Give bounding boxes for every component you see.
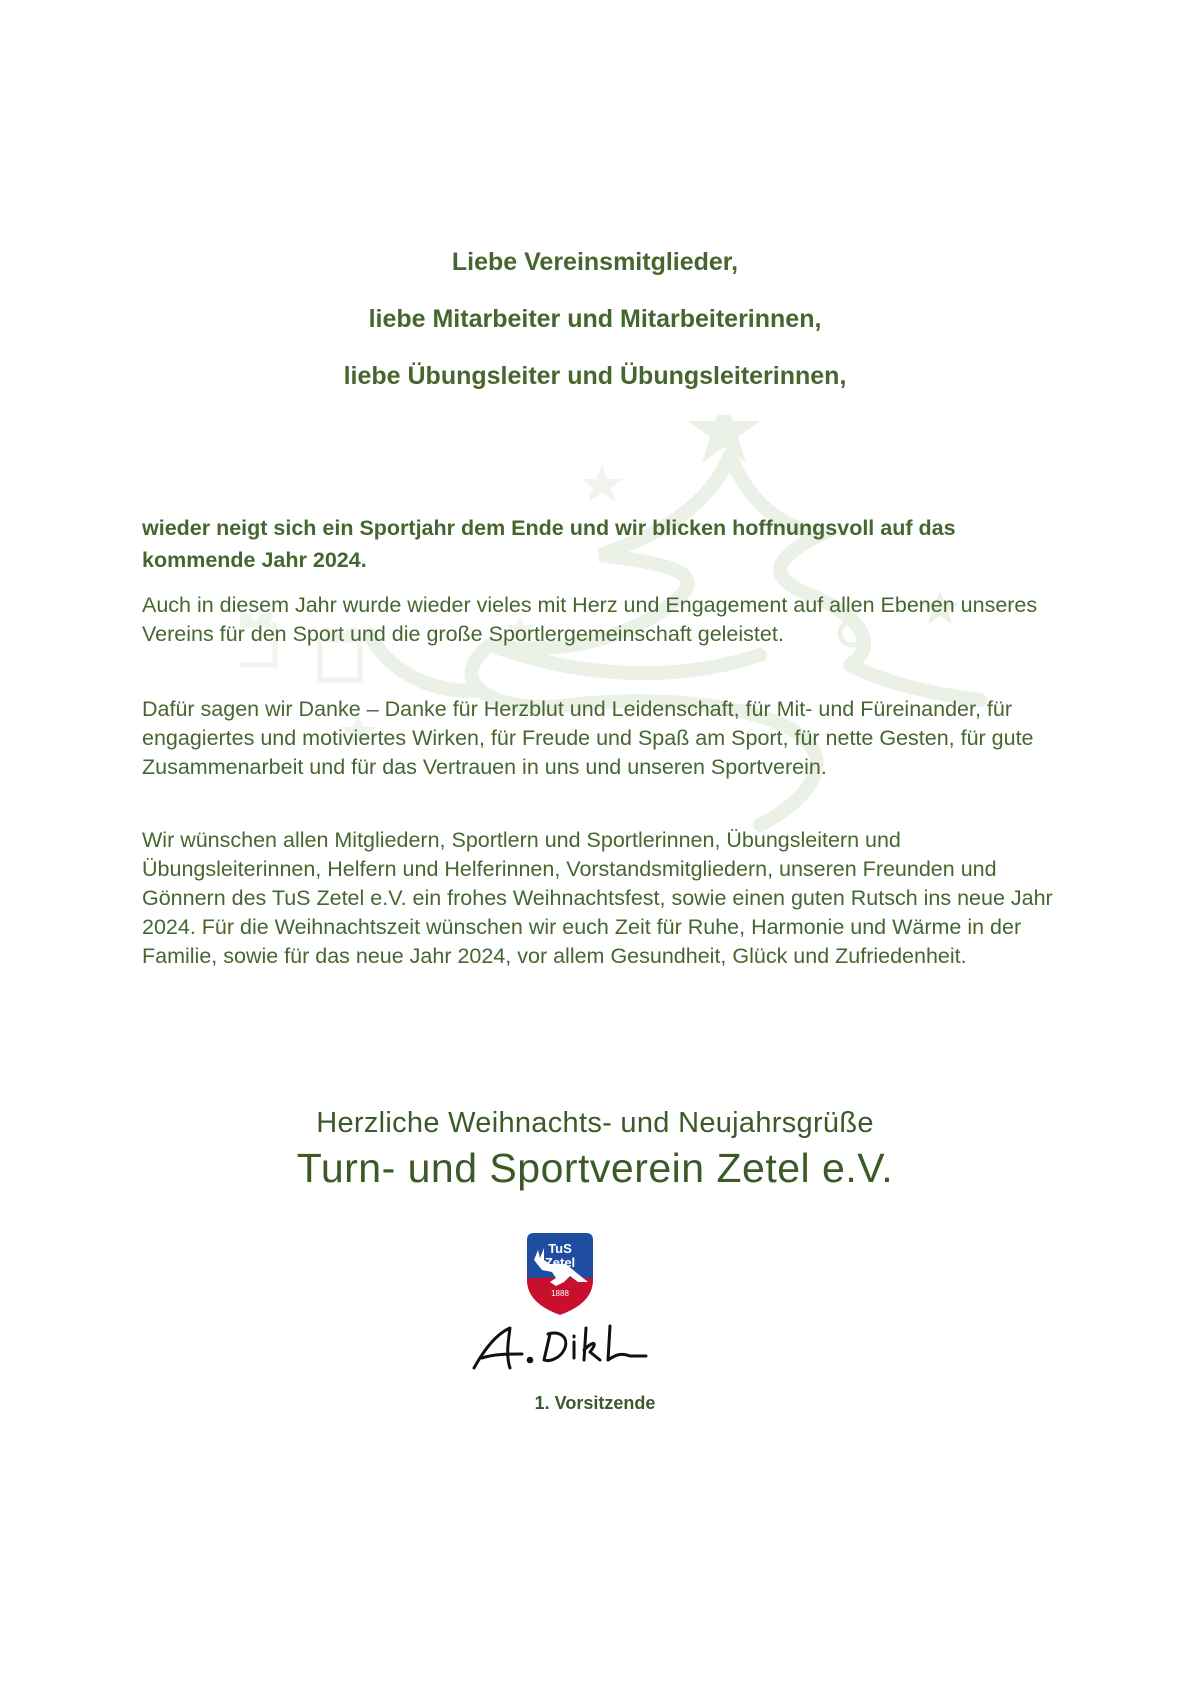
paragraph-engagement-text: Auch in diesem Jahr wurde wieder vieles mit Herz und Engagement auf allen Ebenen unseres Vereins für den Sport und die große Sportlergemeinschaft geleistet.	[142, 593, 1038, 646]
club-crest-icon	[520, 1230, 600, 1318]
greeting-line-2: liebe Mitarbeiter und Mitarbeiterinnen,	[368, 305, 822, 333]
paragraph-wishes	[142, 826, 1062, 971]
paragraph-thanks	[142, 695, 1062, 782]
greeting-line-1: Liebe Vereinsmitglieder,	[451, 248, 739, 276]
paragraph-wishes-text: Wir wünschen allen Mitgliedern, Sportlern und Sportlerinnen, Übungsleitern und Übungsleiterinnen, Helfern und Helferinnen, Vorstandsmitgliedern, unseren Freunden und Gönnern des TuS Zetel e.V. ein frohes Weihnachtsfest, sowie einen guten Rutsch ins neue Jahr 2024. Für die Weihnachtszeit wünschen wir euch Zeit für Ruhe, Harmonie und Wärme in der Familie, sowie für das neue Jahr 2024, vor allem Gesundheit, Glück und Zufriedenheit.	[142, 828, 1053, 968]
paragraph-intro	[142, 512, 1062, 576]
club-name: Turn- und Sportverein Zetel e.V.	[296, 1145, 894, 1191]
signatory-role: 1. Vorsitzende	[534, 1393, 656, 1413]
closing-greeting: Herzliche Weihnachts- und Neujahrsgrüße	[316, 1107, 874, 1139]
crest-year: 1888	[551, 1289, 569, 1298]
crest-name-line-2: Zetel	[544, 1255, 576, 1270]
paragraph-intro-text: wieder neigt sich ein Sportjahr dem Ende und wir blicken hoffnungsvoll auf das kommende Jahr 2024.	[142, 516, 956, 572]
paragraph-thanks-text: Dafür sagen wir Danke – Danke für Herzblut und Leidenschaft, für Mit- und Füreinander, für engagiertes und motiviertes Wirken, für Freude und Spaß am Sport, für nette Gesten, für gute Zusammenarbeit und für das Vertrauen in uns und unseren Sportverein.	[142, 697, 1034, 779]
paragraph-engagement	[142, 591, 1062, 649]
signature-image	[470, 1320, 650, 1376]
greeting-line-3: liebe Übungsleiter und Übungsleiterinnen,	[343, 362, 847, 390]
crest-name-line-1: TuS	[548, 1241, 572, 1256]
